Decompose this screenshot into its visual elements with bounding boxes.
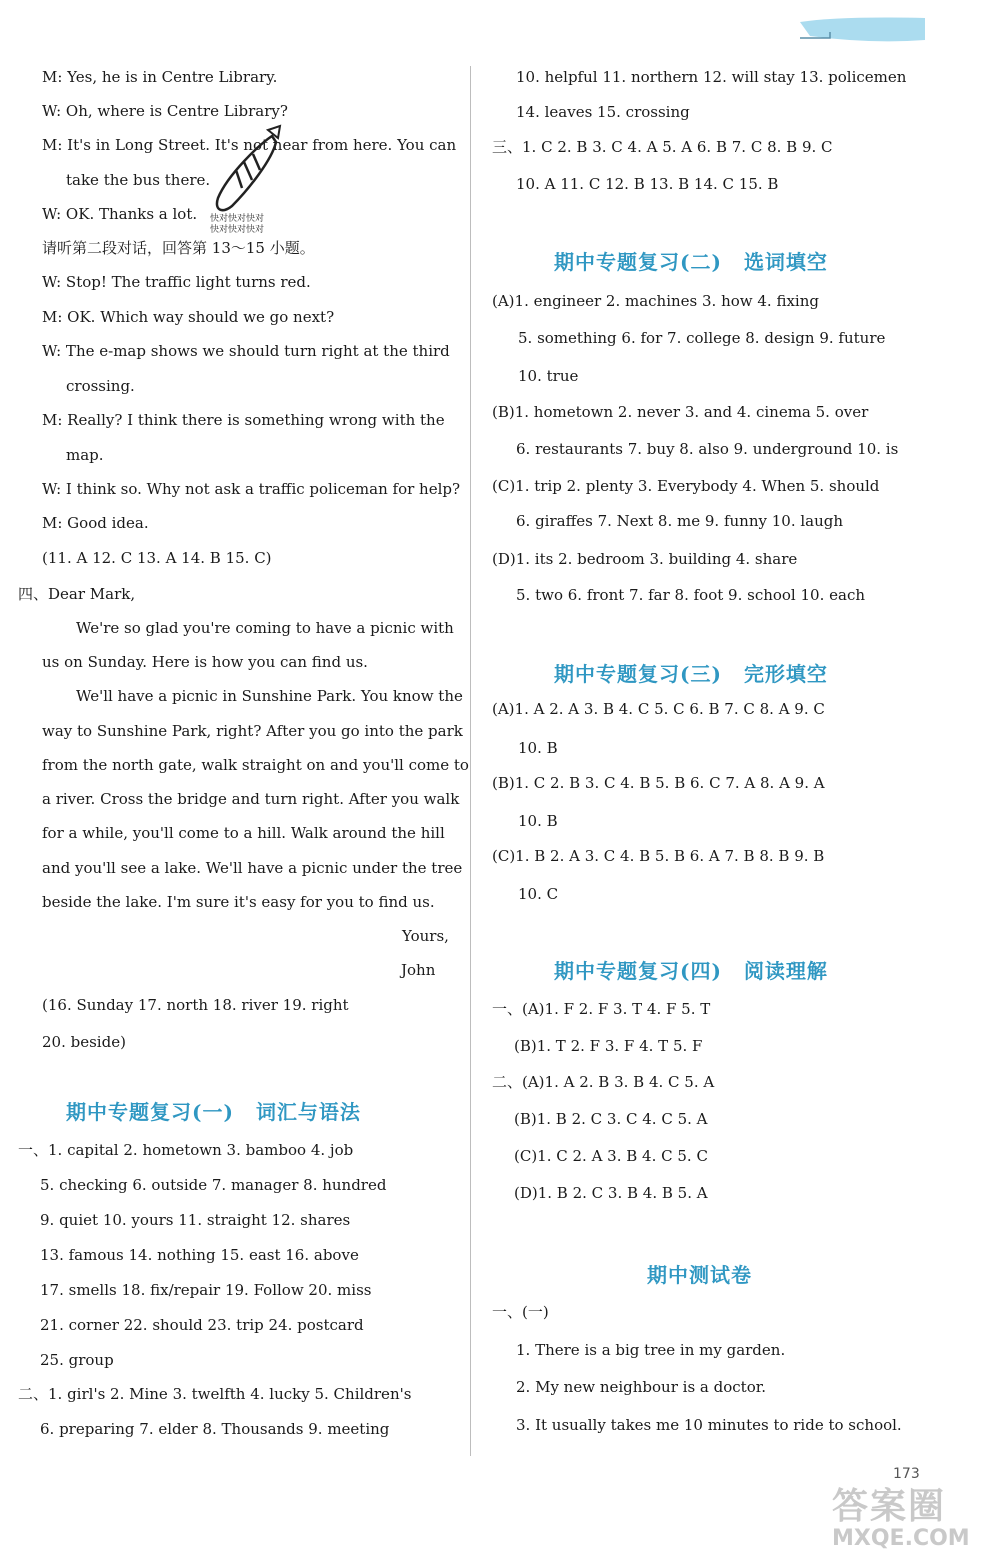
answer-line: 20. beside) bbox=[42, 1033, 126, 1051]
answer-line: 17. smells 18. fix/repair 19. Follow 20. miss bbox=[40, 1281, 372, 1299]
section-subtitle: 阅读理解 bbox=[743, 959, 828, 983]
section-heading bbox=[66, 1099, 361, 1125]
dialog-line: M: Yes, he is in Centre Library. bbox=[42, 68, 278, 86]
dialog-line: M: OK. Which way should we go next? bbox=[42, 308, 335, 326]
dialog-line: M: It's in Long Street. It's not near from here. You can bbox=[42, 136, 457, 154]
answer-line: 9. quiet 10. yours 11. straight 12. shares bbox=[40, 1211, 351, 1229]
section-subtitle: 完形填空 bbox=[743, 662, 828, 686]
dialog-line: take the bus there. bbox=[66, 171, 211, 189]
answer-line: 6. giraffes 7. Next 8. me 9. funny 10. laugh bbox=[516, 512, 844, 530]
answer-line: 10. B bbox=[518, 812, 558, 830]
letter-line: and you'll see a lake. We'll have a picnic under the tree bbox=[42, 859, 463, 877]
answer-line: 13. famous 14. nothing 15. east 16. above bbox=[40, 1246, 359, 1264]
answer-line: 6. restaurants 7. buy 8. also 9. underground 10. is bbox=[516, 440, 899, 458]
dialog-line: W: The e-map shows we should turn right at the third bbox=[42, 342, 450, 360]
answer-line: 5. checking 6. outside 7. manager 8. hundred bbox=[40, 1176, 387, 1194]
answer-line: (A)1. A 2. A 3. B 4. C 5. C 6. B 7. C 8. A 9. C bbox=[492, 700, 825, 718]
letter-line: 四、Dear Mark, bbox=[18, 585, 136, 603]
answer-line: 10. true bbox=[518, 367, 579, 385]
section-heading bbox=[647, 1262, 752, 1288]
letter-line: We're so glad you're coming to have a picnic with bbox=[76, 619, 454, 637]
answer-line: 5. something 6. for 7. college 8. design 9. future bbox=[518, 329, 886, 347]
letter-closing: Yours, bbox=[402, 927, 449, 945]
answer-line: (D)1. its 2. bedroom 3. building 4. share bbox=[492, 550, 798, 568]
answer-line: (16. Sunday 17. north 18. river 19. right bbox=[42, 996, 349, 1014]
section-subtitle: 词汇与语法 bbox=[255, 1100, 361, 1124]
answer-line: 10. C bbox=[518, 885, 559, 903]
answer-line: 10. A 11. C 12. B 13. B 14. C 15. B bbox=[516, 175, 779, 193]
section-title: 期中专题复习(三) bbox=[554, 662, 722, 686]
watermark-url: MXQE.COM bbox=[832, 1526, 970, 1551]
dialog-line: M: Good idea. bbox=[42, 514, 149, 532]
dialog-line: M: Really? I think there is something wrong with the bbox=[42, 411, 445, 429]
answer-line: (B)1. B 2. C 3. C 4. C 5. A bbox=[514, 1110, 708, 1128]
answer-line: 二、(A)1. A 2. B 3. B 4. C 5. A bbox=[492, 1073, 715, 1091]
answer-line: (C)1. trip 2. plenty 3. Everybody 4. When 5. should bbox=[492, 477, 880, 495]
carrot-stamp-icon bbox=[208, 124, 286, 216]
answer-line: 6. preparing 7. elder 8. Thousands 9. meeting bbox=[40, 1420, 390, 1438]
dialog-line: crossing. bbox=[66, 377, 135, 395]
letter-line: way to Sunshine Park, right? After you go into the park bbox=[42, 722, 463, 740]
stamp-text: 快对快对快对 快对快对快对 bbox=[210, 214, 265, 235]
answer-line: 2. My new neighbour is a doctor. bbox=[516, 1378, 767, 1396]
answer-line: 14. leaves 15. crossing bbox=[516, 103, 690, 121]
answer-line: (C)1. B 2. A 3. C 4. B 5. B 6. A 7. B 8. B 9. B bbox=[492, 847, 825, 865]
answer-line: 二、1. girl's 2. Mine 3. twelfth 4. lucky 5. Children's bbox=[18, 1385, 412, 1403]
section-subtitle: 选词填空 bbox=[743, 250, 828, 274]
dialog-line: W: I think so. Why not ask a traffic policeman for help? bbox=[42, 480, 461, 498]
dialog-line: W: OK. Thanks a lot. bbox=[42, 205, 198, 223]
corner-decoration bbox=[800, 14, 925, 44]
answer-line: 10. helpful 11. northern 12. will stay 13. policemen bbox=[516, 68, 907, 86]
answer-line: 一、(A)1. F 2. F 3. T 4. F 5. T bbox=[492, 1000, 711, 1018]
section-title: 期中专题复习(一) bbox=[66, 1100, 234, 1124]
letter-line: a river. Cross the bridge and turn right. After you walk bbox=[42, 790, 460, 808]
letter-line: beside the lake. I'm sure it's easy for you to find us. bbox=[42, 893, 435, 911]
answer-line: (A)1. engineer 2. machines 3. how 4. fixing bbox=[492, 292, 819, 310]
dialog-line: W: Stop! The traffic light turns red. bbox=[42, 273, 311, 291]
answer-line: 三、1. C 2. B 3. C 4. A 5. A 6. B 7. C 8. B 9. C bbox=[492, 138, 833, 156]
letter-line: us on Sunday. Here is how you can find us. bbox=[42, 653, 368, 671]
answer-line: (B)1. C 2. B 3. C 4. B 5. B 6. C 7. A 8. A 9. A bbox=[492, 774, 825, 792]
answer-line: 10. B bbox=[518, 739, 558, 757]
section-title: 期中测试卷 bbox=[647, 1263, 752, 1287]
letter-line: from the north gate, walk straight on and you'll come to bbox=[42, 756, 469, 774]
answer-line: (B)1. T 2. F 3. F 4. T 5. F bbox=[514, 1037, 703, 1055]
page-number: 173 bbox=[893, 1466, 920, 1482]
column-divider bbox=[470, 66, 471, 1456]
section-heading bbox=[554, 661, 828, 687]
dialog-instruction: 请听第二段对话，回答第 13～15 小题。 bbox=[42, 239, 315, 257]
answer-line: (B)1. hometown 2. never 3. and 4. cinema 5. over bbox=[492, 403, 869, 421]
dialog-line: map. bbox=[66, 446, 104, 464]
answer-line: (11. A 12. C 13. A 14. B 15. C) bbox=[42, 549, 272, 567]
answer-line: 5. two 6. front 7. far 8. foot 9. school 10. each bbox=[516, 586, 866, 604]
answer-line: (D)1. B 2. C 3. B 4. B 5. A bbox=[514, 1184, 708, 1202]
answer-line: 21. corner 22. should 23. trip 24. postcard bbox=[40, 1316, 364, 1334]
letter-signature: John bbox=[401, 961, 436, 979]
section-heading bbox=[554, 958, 828, 984]
section-heading bbox=[554, 249, 828, 275]
dialog-line: W: Oh, where is Centre Library? bbox=[42, 102, 288, 120]
letter-line: for a while, you'll come to a hill. Walk around the hill bbox=[42, 824, 445, 842]
answer-line: 一、1. capital 2. hometown 3. bamboo 4. job bbox=[18, 1141, 354, 1159]
section-title: 期中专题复习(二) bbox=[554, 250, 722, 274]
answer-line: 25. group bbox=[40, 1351, 114, 1369]
watermark-text: 答案圈 bbox=[832, 1486, 947, 1527]
section-title: 期中专题复习(四) bbox=[554, 959, 722, 983]
letter-line: We'll have a picnic in Sunshine Park. You know the bbox=[76, 687, 463, 705]
answer-line: 3. It usually takes me 10 minutes to ride to school. bbox=[516, 1416, 902, 1434]
answer-line: (C)1. C 2. A 3. B 4. C 5. C bbox=[514, 1147, 708, 1165]
answer-line: 1. There is a big tree in my garden. bbox=[516, 1341, 786, 1359]
answer-line: 一、(一) bbox=[492, 1303, 549, 1321]
